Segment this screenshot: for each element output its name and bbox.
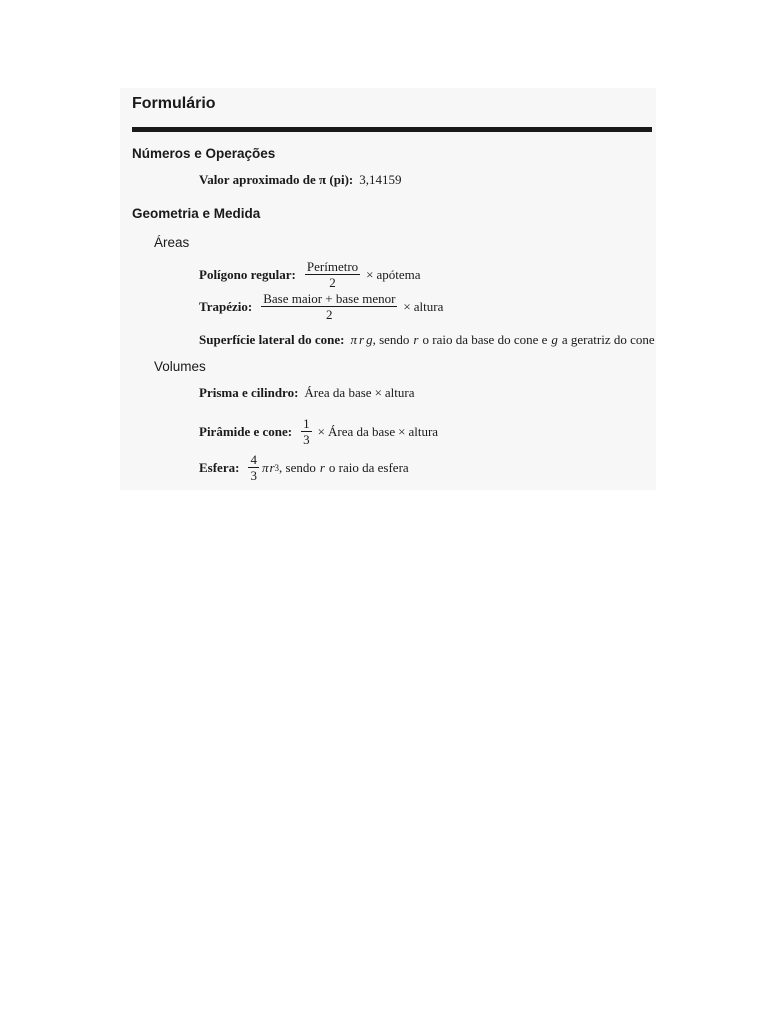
- numerator: 1: [303, 416, 310, 431]
- numerator: Perímetro: [306, 259, 359, 274]
- formula-term: altura: [408, 423, 439, 439]
- formula-text: , sendo: [372, 332, 410, 347]
- formula-cone-lateral: [199, 332, 655, 348]
- fraction: [248, 453, 259, 482]
- denominator: 2: [329, 275, 336, 290]
- pi-symbol: π: [261, 459, 269, 475]
- formula-label: Esfera:: [199, 459, 240, 475]
- formula-text: a geratriz do cone: [561, 332, 655, 347]
- numerator: Base maior + base menor: [263, 291, 396, 306]
- formula-label: Trapézio:: [199, 298, 253, 314]
- denominator: 3: [250, 468, 257, 483]
- formula-piramide: [199, 417, 438, 446]
- formula-trapezio: [199, 292, 443, 321]
- numerator: 4: [250, 452, 257, 467]
- var-r: r: [413, 332, 419, 347]
- formula-term: altura: [413, 298, 444, 314]
- exponent: 3: [274, 462, 280, 473]
- times-sign: ×: [366, 266, 374, 282]
- denominator: 3: [303, 432, 310, 447]
- pi-value: 3,14159: [359, 172, 402, 187]
- formula-pi: [199, 172, 401, 188]
- times-sign: ×: [398, 423, 406, 439]
- formula-label: Polígono regular:: [199, 266, 296, 282]
- formula-label: Valor aproximado de π (pi):: [199, 172, 354, 187]
- formula-label: Pirâmide e cone:: [199, 423, 293, 439]
- subsection-heading-areas: Áreas: [154, 235, 190, 250]
- formula-label: Superfície lateral do cone:: [199, 332, 345, 347]
- times-sign: ×: [317, 423, 325, 439]
- formula-term: altura: [384, 385, 415, 400]
- times-sign: ×: [374, 385, 382, 400]
- fraction: [305, 260, 360, 289]
- formula-text: o raio da base do cone e: [422, 332, 548, 347]
- formula-term: Área da base: [327, 423, 396, 439]
- formula-text: , sendo: [279, 459, 316, 475]
- times-sign: ×: [403, 298, 411, 314]
- formula-poligono: [199, 260, 421, 289]
- denominator: 2: [326, 307, 333, 322]
- formula-label: Prisma e cilindro:: [199, 385, 299, 400]
- section-heading-geometria: Geometria e Medida: [132, 206, 261, 221]
- subsection-heading-volumes: Volumes: [154, 359, 206, 374]
- formula-term: Área da base: [304, 385, 372, 400]
- var-r: r: [359, 332, 365, 347]
- var-g: g: [366, 332, 373, 347]
- formula-term: apótema: [376, 266, 421, 282]
- formula-text: o raio da esfera: [328, 459, 409, 475]
- section-heading-numeros: Números e Operações: [132, 146, 276, 161]
- var-r: r: [269, 459, 275, 475]
- fraction: [301, 417, 312, 446]
- page-title: Formulário: [132, 95, 216, 112]
- title-divider: [132, 127, 652, 132]
- formula-prisma: [199, 385, 415, 401]
- fraction: [261, 292, 397, 321]
- var-r: r: [319, 459, 325, 475]
- formula-esfera: [199, 453, 409, 482]
- pi-symbol: π: [350, 332, 358, 347]
- var-g: g: [551, 332, 558, 347]
